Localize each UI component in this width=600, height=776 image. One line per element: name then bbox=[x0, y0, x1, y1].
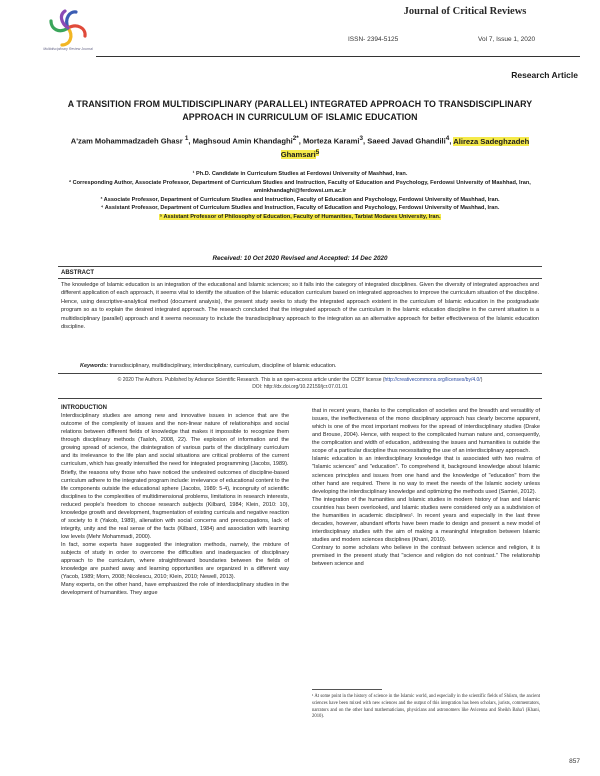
keywords-label: Keywords: bbox=[80, 363, 109, 369]
divider bbox=[58, 373, 542, 374]
logo-caption: Multidisciplinary Review Journal bbox=[43, 47, 93, 51]
affiliations bbox=[60, 170, 540, 222]
body-paragraph: The integration of the humanities and Islamic studies in modern history of Iran and Islamic countries has been overlooked, and Islamic studies were considered only as a subdivision of the humanities in academic disciplines¹. In recent years and especially in the last three decades, however, abundant efforts have been made to design and present a new model of interdisciplinary studies with the aim of making a meaningful integration between Islamic studies and modern sciences disciplines (Khani, 2010). bbox=[312, 496, 540, 543]
section-heading: INTRODUCTION bbox=[61, 405, 107, 411]
divider bbox=[58, 266, 542, 267]
author-name: Maghsoud Amin Khandaghi bbox=[192, 136, 293, 146]
abstract-text: The knowledge of Islamic education is an integration of the educational and Islamic sciences; so it falls into the category of integrated disciplines. Given the diversity of integrated approaches and different application of each approach, it seems vital to identify the situation of the Islamic education curriculum based on integrated approaches to improve the curriculum situation of the discipline. Hence, using descriptive-analytical method (document analysis), the present study seeks to study the integrated approach existent in the curriculum of Islamic education in the postgraduate program so as to explain the desired integrated approach. The research concluded that the integrated approach of the curriculum in the Islamic education discipline in the current situation is a multidisciplinary (parallel) approach and it seems necessary to include the transdisciplinary approach to the integration as an alternative approach for better effectiveness of the Islamic education discipline. bbox=[61, 282, 539, 331]
volume-issue: Vol 7, Issue 1, 2020 bbox=[478, 36, 536, 43]
author-sup: 2* bbox=[292, 135, 299, 142]
author-name: Saeed Javad Ghandili bbox=[367, 136, 446, 146]
header-rule bbox=[96, 56, 580, 57]
body-column-right bbox=[312, 407, 540, 568]
author-sup: 3 bbox=[359, 135, 364, 142]
body-paragraph: Interdisciplinary studies are among new and innovative issues in science that are the outcome of the complexity of issues and the non-linear nature of relationships and social relations between different fields of knowledge that makes it impossible to recognize them through disciplinary methods (Tasloh, 2008, 22). The explosion of information and the growing spread of science, the disintegration of various parts of the disciplinary curriculum and its irrelevance to the life plan and social situations are critical problems of the current curriculum, which has greatly intensified the need for integrated programming (Jacobs, 1989). bbox=[61, 413, 289, 468]
body-paragraph: Contrary to some scholars who believe in the contrast between science and religion, it is premised in the present study that "science and religion do not contrast." The relationship between science and bbox=[312, 545, 540, 568]
page-number: 857 bbox=[569, 758, 580, 765]
affiliation: ⁴ Assistant Professor, Department of Curriculum Studies and Instruction, Faculty of Education and Psychology, Ferdowsi University of Mashhad, Iran. bbox=[100, 205, 500, 212]
abstract-heading: ABSTRACT bbox=[61, 270, 94, 276]
keywords-text: transdisciplinary, multidisciplinary, interdisciplinary, curriculum, discipline of Islamic education. bbox=[109, 363, 337, 369]
author-name: Morteza Karami bbox=[302, 136, 360, 146]
body-paragraph: Briefly, the reasons why those who have noticed the undesired outcomes of discipline-based curriculum adhere to the integrated program include: irrelevance of educational content to the life components outside the educational sphere (Jacobs, 1989: 5-4), incongruity of scientific disciplines to the complexities of multidimensional problems, limitations in research interests, reduced people's freedom to choose research subjects (Kilbard, 1984; Klein, 2010: 10), knowledge growth and development, fragmentation of existing curricula and negative reaction of society to it (Yakob, 1989), alienation with social concerns and preoccupations, lack of integrity, unity and the real sense of the facts (Kilbard, 1984) and association with learning low levels (Mehr Mohammadi, 2000). bbox=[61, 469, 289, 540]
author-name: A'zam Mohammadzadeh Ghasr bbox=[70, 136, 183, 146]
doi[interactable]: DOI: http://dx.doi.org/10.22159/jcr.07.01.01 bbox=[252, 384, 348, 391]
author-list: A'zam Mohammadzadeh Ghasr $^1$, Maghsoud Amin Khandaghi$^{2*}$, Morteza Karami$^3$, Saeed Javad Ghandili$^4$, Alireza Sadeghzadeh Ghamsari$^5$ bbox=[70, 135, 530, 160]
author-sup: 1 bbox=[184, 135, 189, 142]
body-paragraph: Islamic education is an interdisciplinary knowledge that is associated with two realms of "Islamic sciences" and "education". To comprehend it, background knowledge about Islamic sciences principles and issues from one hand and the knowledge of "education" from the other hand are required. There is no way to meet the needs of the Islamic society unless developing the interdisciplinary knowledge and optimizing the methods used (Samiei, 2012). bbox=[312, 456, 540, 495]
affiliation: ² Corresponding Author, Associate Professor, Department of Curriculum Studies and Instruction, Faculty of Education and Psychology, Ferdowsi University of Mashhad, Iran, aminkhandaghi@ferdowsi.um.ac.ir bbox=[69, 179, 531, 195]
body-paragraph: In fact, some experts have suggested the integration methods, namely, the mixture of subjects of study in order to overcome the difficulties and inadequacies of disciplinary approach to the curriculum, where straightforward boundaries between the fields of knowledge are pushed away and learning opportunities are organized in a different way (Yacob, 1989; Morn, 2008; Nicolescu, 2010; Klein, 2010; Newell, 2013). bbox=[61, 542, 289, 581]
issn: ISSN- 2394-5125 bbox=[348, 36, 399, 43]
author-sup: 4 bbox=[445, 135, 450, 142]
affiliation: ³ Associate Professor, Department of Curriculum Studies and Instruction, Faculty of Education and Psychology, Ferdowsi University of Mashhad, Iran. bbox=[100, 196, 500, 203]
license-link[interactable]: http://creativecommons.org/licenses/by/4.0/ bbox=[384, 377, 481, 383]
affiliation: ¹ Ph.D. Candidate in Curriculum Studies at Ferdowsi University of Mashhad, Iran. bbox=[192, 171, 408, 177]
divider bbox=[58, 278, 542, 279]
divider bbox=[58, 398, 542, 399]
footnote-rule bbox=[312, 689, 382, 690]
body-paragraph: that in recent years, thanks to the complication of societies and the breadth and versatility of issues, the ineffectiveness of the mono disciplinary approach has clearly become apparent, which is one of the most important motives for the spread of interdisciplinary studies (Drake and Brouse, 2004). Hence, with respect to the complicated human nature and, consequently, the complication and width of education, addressing the issues and humanities is outside the scope of a particular discipline thus necessitating the use of an interdisciplinary approach. bbox=[312, 408, 540, 455]
author-sup: 5 bbox=[315, 148, 320, 156]
journal-logo bbox=[44, 6, 92, 50]
article-type: Research Article bbox=[511, 70, 578, 80]
paper-title: A TRANSITION FROM MULTIDISCIPLINARY (PARALLEL) INTEGRATED APPROACH TO TRANSDISCIPLINARY APPROACH IN CURRICULUM OF ISLAMIC EDUCATION bbox=[67, 99, 533, 122]
journal-name: Journal of Critical Reviews bbox=[403, 6, 527, 17]
received-dates: Received: 10 Oct 2020 Revised and Accepted: 14 Dec 2020 bbox=[212, 255, 388, 262]
body-paragraph: Many experts, on the other hand, have emphasized the role of interdisciplinary studies in the development of humanities. They argue bbox=[61, 582, 289, 597]
author-name-highlighted: Alireza Sadeghzadeh Ghamsari bbox=[280, 136, 530, 160]
affiliation-highlighted: ⁵ Assistant Professor of Philosophy of Education, Faculty of Humanities, Tarbiat Modares University, Iran. bbox=[159, 213, 441, 220]
keywords bbox=[80, 363, 520, 369]
footnote: ¹ At some point in the history of science in the Islamic world, and especially in the scientific fields of Shiism, the ancient sciences have been mixed with new sciences and the output of this integration has been scholars, jurists, commentators, narrators and on the other hand mathematicians, physicians and astronomers like Avicenna and Sheikh Baha'i (Khani, 2010). bbox=[312, 694, 540, 720]
body-column-left bbox=[61, 404, 289, 598]
license-block: © 2020 The Authors. Published by Advance Scientific Research. This is an open-access article under the CCBY license (http://creativecommons.org/licenses/by/4.0/) DOI: http://dx.doi.org/10.22159/jcr.07.01.01 bbox=[117, 377, 483, 391]
license-text: © 2020 The Authors. Published by Advance Scientific Research. This is an open-access article under the CCBY license ( bbox=[117, 377, 385, 383]
